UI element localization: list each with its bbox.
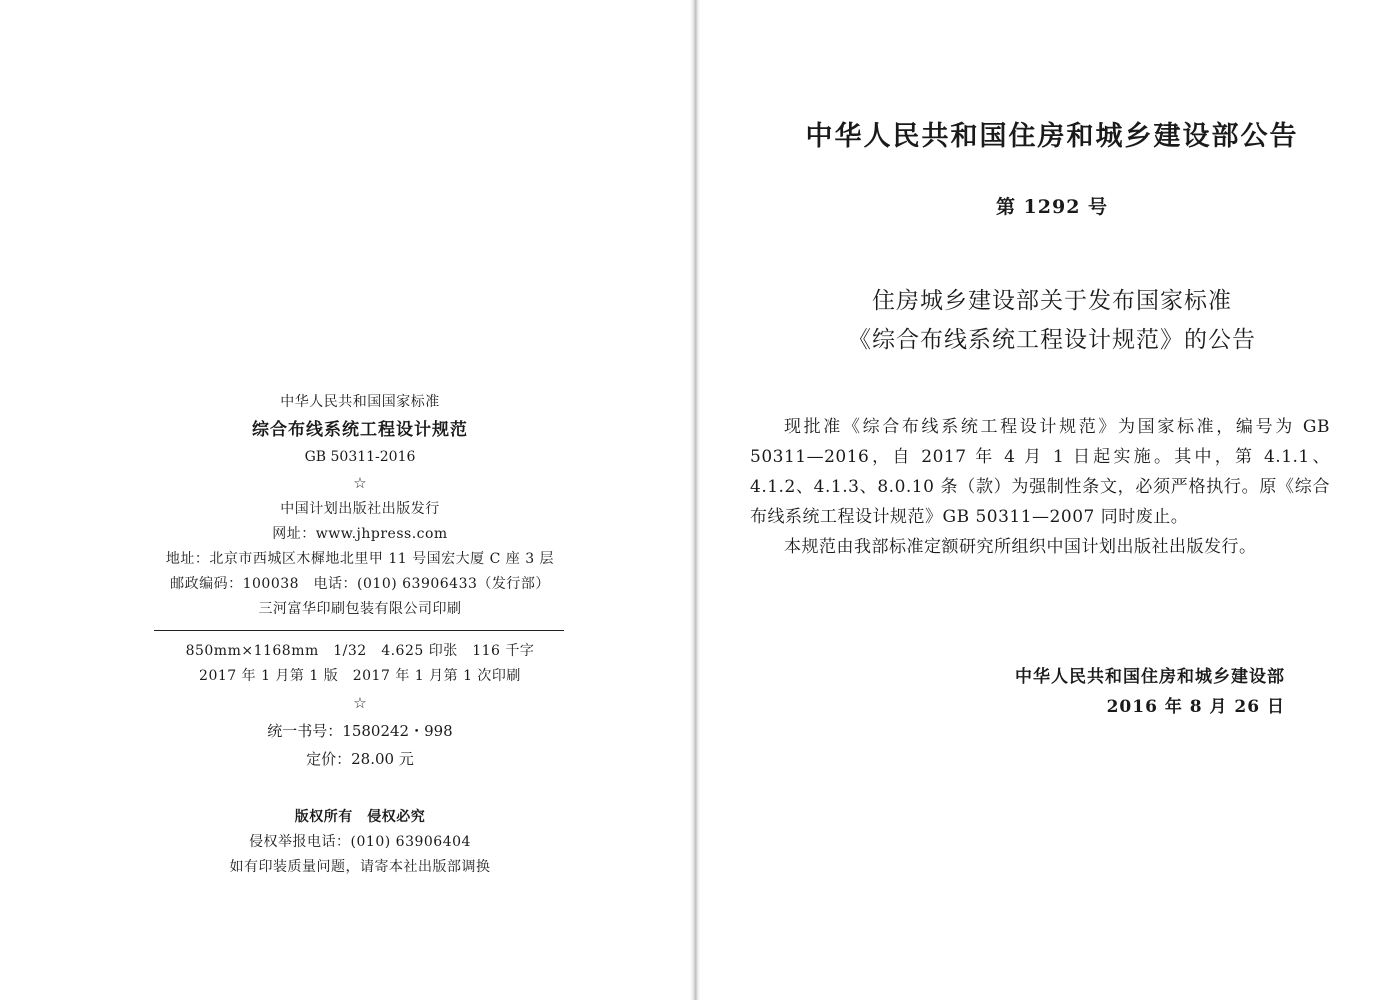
publisher: 中国计划出版社出版发行 (280, 501, 440, 517)
format-info: 850mm×1168mm 1/32 4.625 印张 116 千字 (185, 643, 535, 659)
standard-series: 中华人民共和国国家标准 (280, 394, 440, 410)
star-ornament-2: ☆ (353, 694, 367, 712)
star-ornament: ☆ (353, 474, 367, 492)
price: 定价：28.00 元 (306, 750, 414, 768)
printer: 三河富华印刷包装有限公司印刷 (258, 601, 462, 617)
body-paragraph-1: 现批准《综合布线系统工程设计规范》为国家标准，编号为 GB 50311—2016，自 2017 年 4 月 1 日起实施。其中，第 4.1.1、4.1.2、4.1.3、8.0.10 条（款）为强制性条文，必须严格执行。原《综合布线系统工程设计规范》GB 50311—2007 同时废止。 (750, 417, 1330, 527)
body-paragraph-2: 本规范由我部标准定额研究所组织中国计划出版社出版发行。 (784, 537, 1257, 557)
signature-org: 中华人民共和国住房和城乡建设部 (1015, 667, 1285, 687)
quality-notice: 如有印装质量问题，请寄本社出版部调换 (229, 859, 491, 875)
signature-block (950, 662, 1285, 722)
announcement-heading: 中华人民共和国住房和城乡建设部公告 (805, 121, 1299, 152)
book-gutter (690, 0, 700, 1000)
copyright-notice: 版权所有 侵权必究 (294, 809, 426, 825)
isbn: 统一书号：1580242・998 (267, 722, 453, 740)
announcement-title (782, 282, 1322, 360)
title-line-1: 住房城乡建设部关于发布国家标准 (872, 288, 1232, 314)
postcode-phone: 邮政编码：100038 电话：(010) 63906433（发行部） (170, 576, 550, 592)
address: 地址：北京市西城区木樨地北里甲 11 号国宏大厦 C 座 3 层 (165, 551, 555, 567)
title-line-2: 《综合布线系统工程设计规范》的公告 (848, 327, 1256, 353)
book-title: 综合布线系统工程设计规范 (252, 420, 468, 440)
divider (154, 630, 564, 631)
imprint-block (150, 390, 570, 880)
announcement-body (750, 412, 1330, 562)
announcement-number: 第 1292 号 (995, 196, 1109, 218)
report-phone: 侵权举报电话：(010) 63906404 (249, 834, 471, 850)
signature-date: 2016 年 8 月 26 日 (1106, 697, 1285, 717)
copyright-page (0, 0, 690, 1000)
edition-info: 2017 年 1 月第 1 版 2017 年 1 月第 1 次印刷 (199, 668, 521, 684)
standard-code: GB 50311-2016 (304, 449, 416, 465)
announcement-page (700, 0, 1385, 1000)
website: 网址：www.jhpress.com (272, 526, 448, 542)
